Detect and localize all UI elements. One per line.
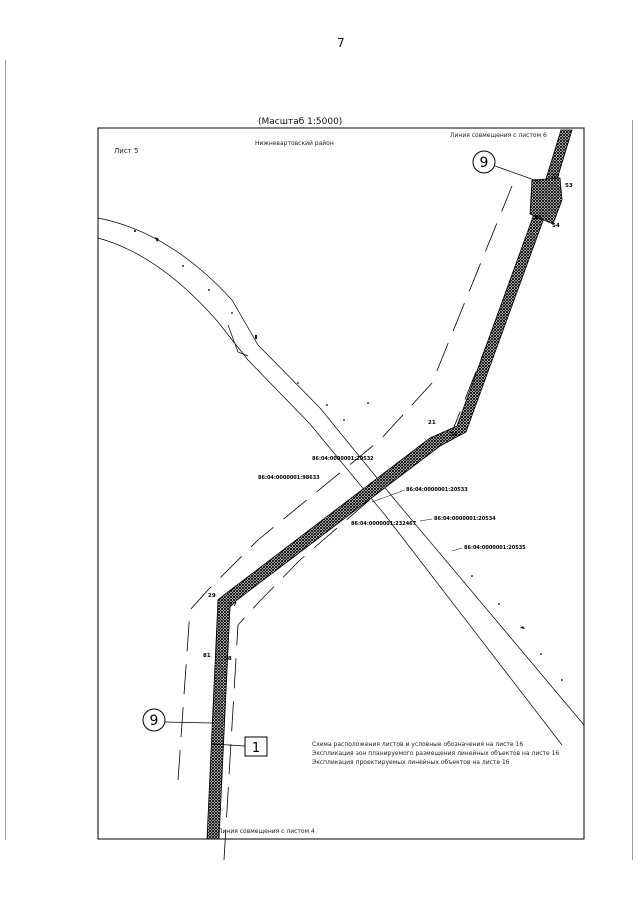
note-line: Экспликация проектируемых линейных объектов на листе 16 — [312, 759, 510, 766]
point-number: 81 — [203, 653, 211, 659]
district-label: Нижневартовский район — [255, 140, 334, 147]
point-number: 58 — [224, 656, 232, 662]
callout-9-bottom — [143, 709, 212, 731]
sheet-title: Лист 5 — [114, 147, 139, 155]
cadastral-number: 86:04:0000001:20532 — [312, 456, 374, 462]
scale-label: (Масштаб 1:5000) — [258, 117, 343, 127]
point-number: 55 — [534, 215, 542, 221]
cadastral-number: 86:04:0000001:20535 — [464, 545, 526, 551]
page-number: 7 — [337, 36, 345, 50]
callout-label: 9 — [149, 713, 159, 729]
point-number: 52 — [552, 174, 560, 180]
sheet-frame — [98, 128, 584, 839]
point-number: 56 — [450, 432, 458, 438]
cadastral-number: 86:04:0000001:232467 — [351, 521, 417, 527]
callout-9-top — [473, 151, 540, 182]
match-line-bottom: Линия совмещения с листом 4 — [218, 828, 315, 835]
match-line-top: Линия совмещения с листом 6 — [450, 132, 547, 139]
point-number: 21 — [428, 420, 436, 426]
point-number: 29 — [208, 593, 216, 599]
cadastral-number: 86:04:0000001:20534 — [434, 516, 496, 522]
callout-label: 1 — [251, 741, 261, 756]
point-number: 53 — [565, 183, 573, 189]
point-number: 54 — [552, 223, 560, 229]
callout-label: 9 — [479, 155, 489, 171]
point-numbers — [203, 174, 573, 662]
cadastral-number: 86:04:0000001:20533 — [406, 487, 468, 493]
point-number: 57 — [229, 602, 237, 608]
sheet-notes — [312, 741, 559, 766]
note-line: Схема расположения листов и условные обозначения на листе 16 — [312, 741, 524, 748]
cadastral-number: 86:04:0000001:98633 — [258, 475, 320, 481]
note-line: Экспликация зон планируемого размещения линейных объектов на листе 16 — [312, 750, 560, 757]
linear-object-corridor — [207, 130, 572, 839]
